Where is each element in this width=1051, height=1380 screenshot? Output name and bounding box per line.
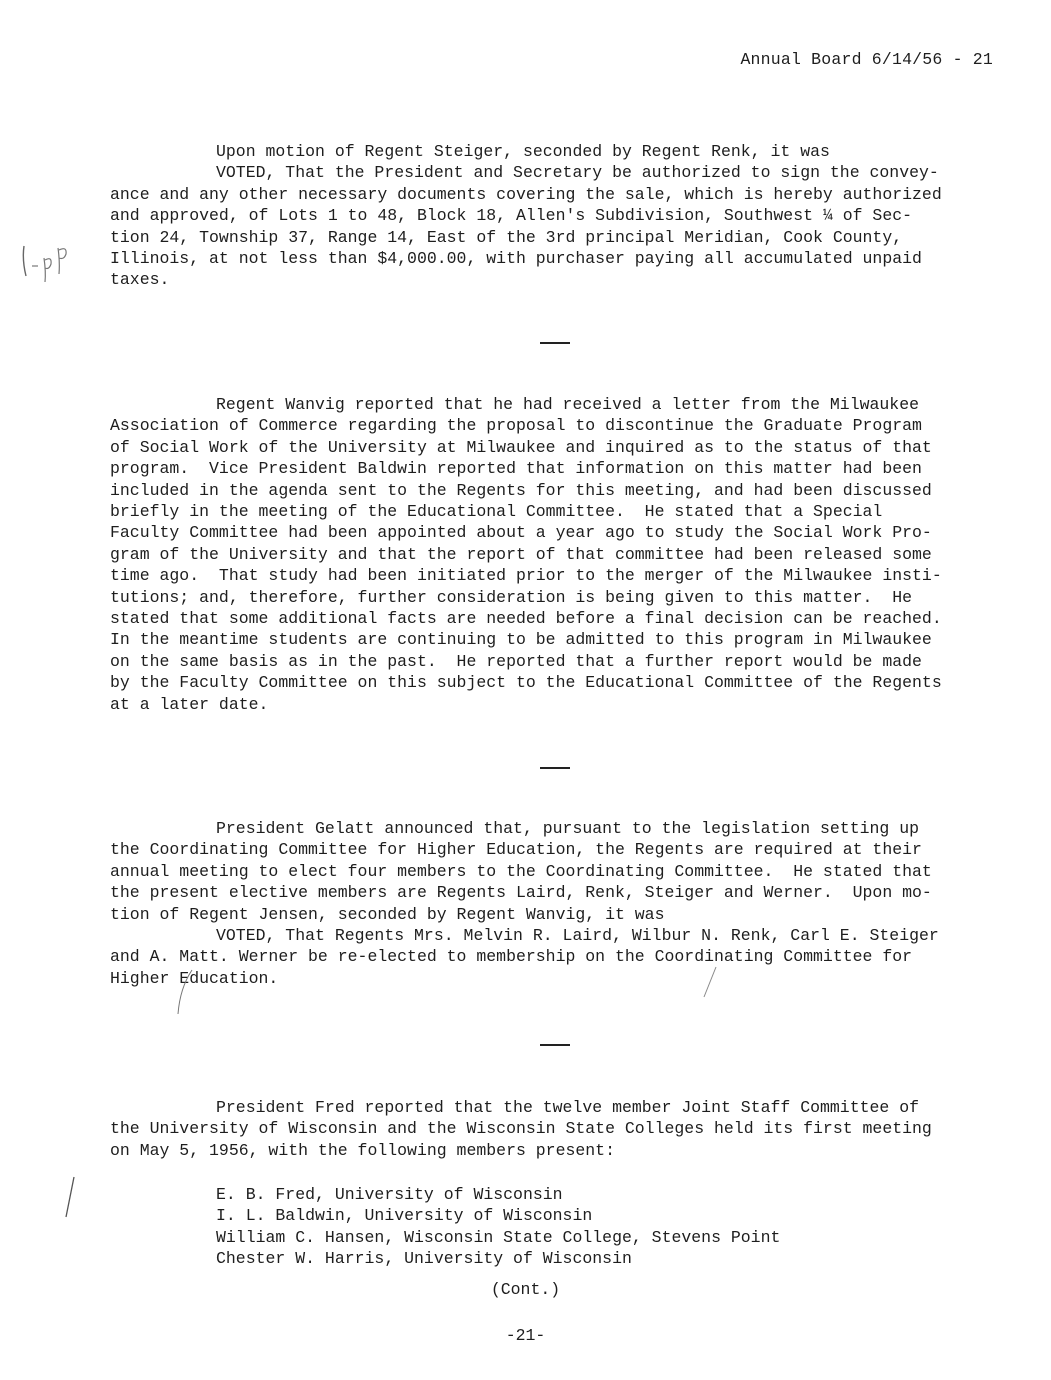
text-line: President Gelatt announced that, pursuant to the legislation setting up — [216, 819, 920, 838]
handwritten-tick-mark — [700, 965, 720, 1000]
text-line: VOTED, That the President and Secretary be authorized to sign the convey- — [216, 163, 939, 183]
text-line: President Fred reported that the twelve member Joint Staff Committee of — [216, 1098, 920, 1117]
page-number: -21- — [505, 1326, 546, 1345]
text-line: VOTED, That Regents Mrs. Melvin R. Laird, Wilbur N. Renk, Carl E. Steiger — [216, 926, 939, 946]
text-line: the Coordinating Committee for Higher Education, the Regents are required at their — [110, 840, 922, 860]
text-line: Faculty Committee had been appointed about a year ago to study the Social Work Pro- — [110, 523, 932, 543]
text-line: Higher Education. — [110, 968, 279, 988]
text-line: and approved, of Lots 1 to 48, Block 18, Allen's Subdivision, Southwest ¼ of Sec- — [110, 206, 913, 226]
section-divider — [540, 1044, 570, 1046]
text-line: Regent Wanvig reported that he had received a letter from the Milwaukee — [216, 395, 920, 414]
text-line: by the Faculty Committee on this subject to the Educational Committee of the Regents — [110, 673, 942, 693]
text-line: the University of Wisconsin and the Wisconsin State Colleges held its first meeting — [110, 1119, 932, 1139]
text-line: tutions; and, therefore, further consideration is being given to this matter. He — [110, 587, 913, 607]
section-divider — [540, 767, 570, 769]
text-line: tion 24, Township 37, Range 14, East of the 3rd principal Meridian, Cook County, — [110, 227, 903, 247]
report-joint-staff-committee — [110, 1097, 1000, 1161]
page-header: Annual Board 6/14/56 - 21 — [740, 50, 993, 69]
text-line: annual meeting to elect four members to the Coordinating Committee. He stated that — [110, 861, 932, 881]
handwritten-tick-mark — [172, 968, 196, 1018]
member-entry: William C. Hansen, Wisconsin State College, Stevens Point — [216, 1227, 781, 1247]
member-entry: Chester W. Harris, University of Wisconsin — [216, 1249, 632, 1269]
text-line: on May 5, 1956, with the following members present: — [110, 1140, 615, 1160]
member-entry: E. B. Fred, University of Wisconsin — [216, 1185, 563, 1204]
text-line: tion of Regent Jensen, seconded by Regent Wanvig, it was — [110, 904, 665, 924]
handwritten-margin-note — [18, 238, 78, 288]
text-line: Upon motion of Regent Steiger, seconded by Regent Renk, it was — [216, 142, 830, 161]
text-line: Illinois, at not less than $4,000.00, with purchaser paying all accumulated unpaid — [110, 249, 922, 269]
report-social-work-program — [110, 394, 1000, 715]
continued-label: (Cont.) — [490, 1280, 561, 1299]
text-line: of Social Work of the University at Milwaukee and inquired as to the status of that — [110, 437, 932, 457]
text-line: In the meantime students are continuing to be admitted to this program in Milwaukee — [110, 630, 932, 650]
member-list — [216, 1184, 780, 1270]
resolution-land-sale — [110, 141, 1000, 291]
text-line: included in the agenda sent to the Regents for this meeting, and had been discussed — [110, 480, 932, 500]
text-line: ance and any other necessary documents covering the sale, which is hereby authorized — [110, 184, 942, 204]
text-line: gram of the University and that the report of that committee had been released some — [110, 544, 932, 564]
text-line: briefly in the meeting of the Educational Committee. He stated that a Special — [110, 502, 883, 522]
text-line: and A. Matt. Werner be re-elected to membership on the Coordinating Committee for — [110, 947, 913, 967]
text-line: stated that some additional facts are needed before a final decision can be reached. — [110, 609, 942, 629]
text-line: on the same basis as in the past. He reported that a further report would be made — [110, 651, 922, 671]
text-line: taxes. — [110, 270, 170, 290]
resolution-coordinating-committee — [110, 818, 1000, 989]
member-entry: I. L. Baldwin, University of Wisconsin — [216, 1206, 593, 1226]
handwritten-tick-mark — [60, 1175, 80, 1220]
text-line: program. Vice President Baldwin reported that information on this matter had been — [110, 459, 922, 479]
text-line: the present elective members are Regents Laird, Renk, Steiger and Werner. Upon mo- — [110, 883, 932, 903]
text-line: at a later date. — [110, 694, 269, 714]
section-divider — [540, 342, 570, 344]
text-line: time ago. That study had been initiated prior to the merger of the Milwaukee insti- — [110, 566, 942, 586]
text-line: Association of Commerce regarding the proposal to discontinue the Graduate Program — [110, 416, 922, 436]
